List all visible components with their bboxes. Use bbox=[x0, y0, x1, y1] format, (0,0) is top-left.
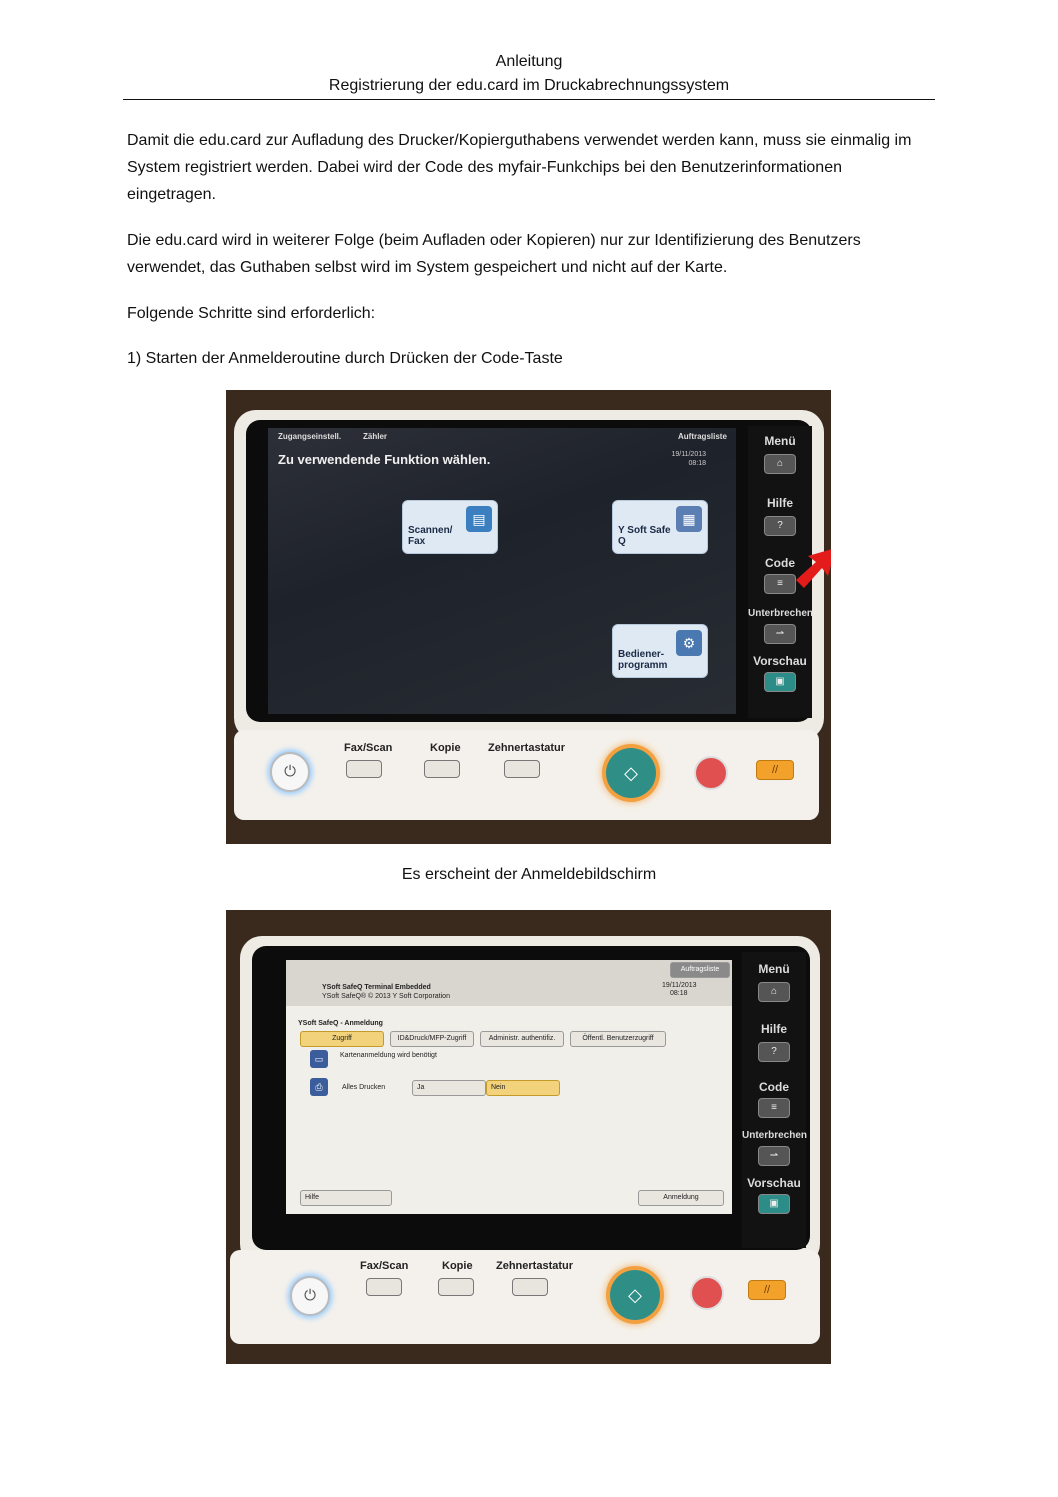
interrupt-label: Unterbrechen bbox=[748, 608, 814, 619]
tab-public[interactable]: Öffentl. Benutzerzugriff bbox=[570, 1031, 666, 1047]
help-button[interactable]: Hilfe bbox=[300, 1190, 392, 1206]
header-rule bbox=[123, 99, 935, 100]
scanner-icon: ▤ bbox=[466, 506, 492, 532]
help-label: Hilfe bbox=[766, 496, 793, 510]
copyright: YSoft SafeQ® © 2013 Y Soft Corporation bbox=[322, 993, 450, 1000]
copy-label: Kopie bbox=[430, 742, 461, 754]
help-label: Hilfe bbox=[760, 1022, 787, 1036]
side-key-panel bbox=[742, 952, 806, 1248]
screen-title: Zu verwendende Funktion wählen. bbox=[278, 452, 491, 467]
time-value: 08:18 bbox=[688, 460, 706, 467]
date-time bbox=[671, 450, 706, 468]
tile-operator-program[interactable] bbox=[612, 624, 708, 678]
date-value: 19/11/2013 bbox=[671, 451, 706, 458]
keypad-button[interactable] bbox=[504, 760, 540, 778]
tile-scan-fax[interactable] bbox=[402, 500, 498, 554]
counter-tab[interactable]: Zähler bbox=[363, 432, 388, 441]
access-settings-tab[interactable]: Zugangseinstell. bbox=[278, 432, 342, 441]
code-label: Code bbox=[765, 556, 795, 570]
photo-caption: Es erscheint der Anmeldebildschirm bbox=[401, 866, 657, 883]
info-paragraph: Die edu.card wird in weiterer Folge (beim Aufladen oder Kopieren) nur zur Identifizierung des Benutzers verwendet, das Guthaben selbst wird im System gespeichert und nicht auf der Karte. bbox=[127, 232, 861, 276]
reset-icon[interactable]: // bbox=[748, 1280, 786, 1300]
stop-icon[interactable] bbox=[694, 756, 728, 790]
login-button[interactable]: Anmeldung bbox=[638, 1190, 724, 1206]
tab-id-print[interactable]: ID&Druck/MFP-Zugriff bbox=[390, 1031, 474, 1047]
menu-label: Menü bbox=[758, 962, 790, 976]
control-panel bbox=[230, 1250, 820, 1344]
card-reader-icon: ▭ bbox=[310, 1050, 328, 1068]
keypad-label: Zehnertastatur bbox=[496, 1260, 574, 1272]
fax-scan-button[interactable] bbox=[366, 1278, 402, 1296]
touch-screen[interactable] bbox=[268, 428, 736, 714]
keypad-label: Zehnertastatur bbox=[488, 742, 566, 754]
touch-screen[interactable] bbox=[286, 960, 732, 1214]
tab-admin[interactable]: Administr. authentifiz. bbox=[480, 1031, 564, 1047]
time-value: 08:18 bbox=[670, 990, 688, 997]
interrupt-label: Unterbrechen bbox=[742, 1130, 808, 1141]
tile-operator-label: Bediener- programm bbox=[618, 649, 668, 671]
code-key-icon[interactable]: ≡ bbox=[764, 574, 796, 594]
tile-scan-fax-label: Scannen/ Fax bbox=[408, 525, 453, 547]
start-icon[interactable]: ◇ bbox=[610, 1270, 660, 1320]
keypad-button[interactable] bbox=[512, 1278, 548, 1296]
card-notice: Kartenanmeldung wird benötigt bbox=[340, 1052, 437, 1059]
print-all-label: Alles Drucken bbox=[342, 1084, 386, 1091]
code-key-icon[interactable]: ≡ bbox=[758, 1098, 790, 1118]
help-icon[interactable]: ? bbox=[764, 516, 796, 536]
interrupt-icon[interactable]: ⇀ bbox=[764, 624, 796, 644]
date-value: 19/11/2013 bbox=[662, 982, 697, 989]
tile-ysoft-safeq[interactable] bbox=[612, 500, 708, 554]
fax-scan-button[interactable] bbox=[346, 760, 382, 778]
grid-icon: ▦ bbox=[676, 506, 702, 532]
no-option[interactable]: Nein bbox=[486, 1080, 560, 1096]
fax-scan-label: Fax/Scan bbox=[360, 1260, 409, 1272]
fax-scan-label: Fax/Scan bbox=[344, 742, 393, 754]
printer-icon: ⎙ bbox=[310, 1078, 328, 1096]
menu-label: Menü bbox=[764, 434, 796, 448]
copy-button[interactable] bbox=[438, 1278, 474, 1296]
section-title: YSoft SafeQ - Anmeldung bbox=[298, 1020, 383, 1027]
home-icon[interactable]: ⌂ bbox=[764, 454, 796, 474]
steps-intro: Folgende Schritte sind erforderlich: bbox=[127, 305, 376, 322]
intro-paragraph: Damit die edu.card zur Aufladung des Drucker/Kopierguthabens verwendet werden kann, muss sie einmalig im System registriert werden. Dabei wird der Code des myfair-Funkchips bei den Benutzerinformationen eingetragen. bbox=[127, 132, 912, 203]
home-icon[interactable]: ⌂ bbox=[758, 982, 790, 1002]
help-icon[interactable]: ? bbox=[758, 1042, 790, 1062]
document-subtitle: Registrierung der edu.card im Druckabrechnungssystem bbox=[328, 77, 730, 94]
step-1: 1) Starten der Anmelderoutine durch Drücken der Code-Taste bbox=[127, 350, 563, 367]
preview-label: Vorschau bbox=[747, 1176, 801, 1190]
power-icon[interactable]: ⏻ bbox=[290, 1276, 330, 1316]
yes-option[interactable]: Ja bbox=[412, 1080, 486, 1096]
preview-icon[interactable]: ▣ bbox=[758, 1194, 790, 1214]
interrupt-icon[interactable]: ⇀ bbox=[758, 1146, 790, 1166]
product-name: YSoft SafeQ Terminal Embedded bbox=[322, 984, 431, 991]
preview-label: Vorschau bbox=[753, 654, 807, 668]
job-list-tab[interactable]: Auftragsliste bbox=[678, 432, 727, 441]
photo-home-screen bbox=[226, 390, 831, 844]
document-title: Anleitung bbox=[495, 53, 563, 70]
control-panel bbox=[234, 730, 819, 820]
job-list-button[interactable]: Auftragsliste bbox=[670, 962, 730, 978]
stop-icon[interactable] bbox=[690, 1276, 724, 1310]
code-label: Code bbox=[759, 1080, 789, 1094]
red-arrow-icon bbox=[794, 538, 831, 590]
preview-icon[interactable]: ▣ bbox=[764, 672, 796, 692]
tile-ysoft-label: Y Soft Safe Q bbox=[618, 525, 671, 547]
tab-access[interactable]: Zugriff bbox=[300, 1031, 384, 1047]
reset-icon[interactable]: // bbox=[756, 760, 794, 780]
power-icon[interactable]: ⏻ bbox=[270, 752, 310, 792]
gear-icon: ⚙ bbox=[676, 630, 702, 656]
photo-login-screen bbox=[226, 910, 831, 1364]
copy-button[interactable] bbox=[424, 760, 460, 778]
start-icon[interactable]: ◇ bbox=[606, 748, 656, 798]
copy-label: Kopie bbox=[442, 1260, 473, 1272]
